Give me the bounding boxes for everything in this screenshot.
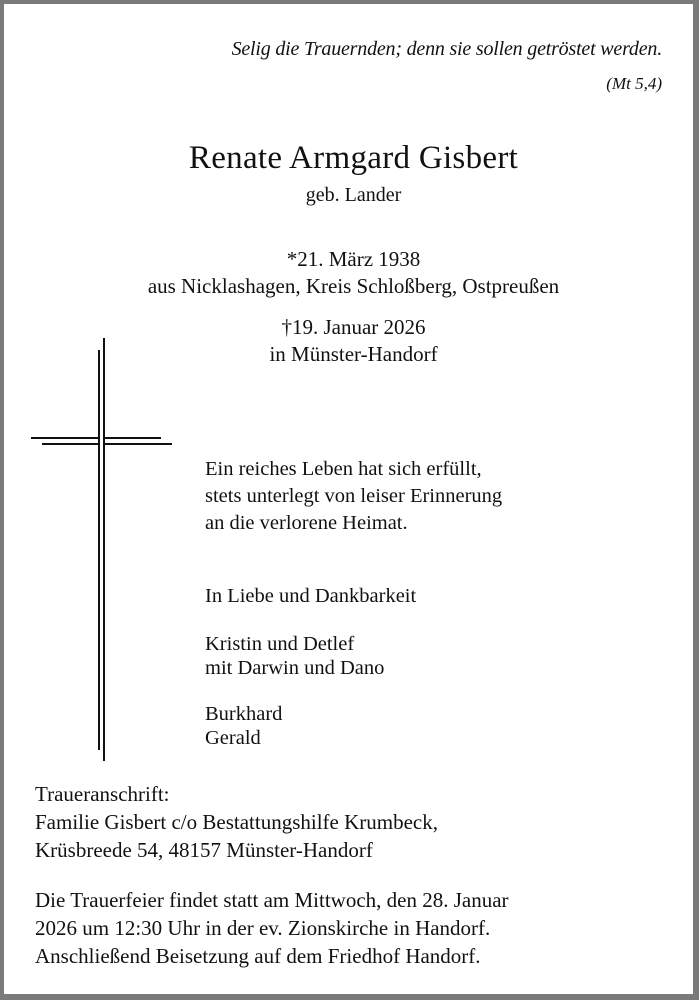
mourner-line: mit Darwin und Dano bbox=[205, 657, 385, 679]
verse-line: stets unterlegt von leiser Erinnerung bbox=[205, 485, 503, 507]
mourner-group-1 bbox=[205, 632, 384, 680]
address-line: Krüsbreede 54, 48157 Münster-Handorf bbox=[35, 838, 373, 862]
mourner-line: Gerald bbox=[205, 727, 261, 749]
service-line: Anschließend Beisetzung auf dem Friedhof Handorf. bbox=[35, 944, 481, 968]
death-date: †19. Januar 2026 bbox=[281, 315, 426, 339]
mourner-line: Kristin und Detlef bbox=[205, 633, 355, 655]
cross-vertical-back bbox=[103, 338, 105, 761]
bible-quote: Selig die Trauernden; denn sie sollen getröstet werden. bbox=[231, 38, 662, 60]
service-line: 2026 um 12:30 Uhr in der ev. Zionskirche in Handorf. bbox=[35, 916, 491, 940]
maiden-name: geb. Lander bbox=[305, 184, 402, 206]
verse-line: Ein reiches Leben hat sich erfüllt, bbox=[205, 458, 482, 480]
birth-origin: aus Nicklashagen, Kreis Schloßberg, Ostpreußen bbox=[147, 274, 560, 298]
verse-line: an die verlorene Heimat. bbox=[205, 512, 408, 534]
closing-line: In Liebe und Dankbarkeit bbox=[205, 585, 417, 607]
mourning-address bbox=[35, 780, 438, 864]
funeral-service-info bbox=[35, 886, 509, 970]
bible-reference: (Mt 5,4) bbox=[606, 74, 662, 93]
cross-vertical-front bbox=[98, 350, 100, 750]
address-label: Traueranschrift: bbox=[35, 782, 170, 806]
cross-horizontal-upper bbox=[31, 437, 161, 439]
address-line: Familie Gisbert c/o Bestattungshilfe Krumbeck, bbox=[35, 810, 438, 834]
birth-date: *21. März 1938 bbox=[286, 247, 421, 271]
service-line: Die Trauerfeier findet statt am Mittwoch, den 28. Januar bbox=[35, 888, 509, 912]
cross-horizontal-lower bbox=[42, 443, 172, 445]
death-place: in Münster-Handorf bbox=[269, 342, 438, 366]
mourner-group-2 bbox=[205, 702, 282, 750]
deceased-name: Renate Armgard Gisbert bbox=[188, 140, 519, 176]
verse bbox=[205, 456, 502, 537]
cross-gap bbox=[100, 437, 103, 445]
mourner-line: Burkhard bbox=[205, 703, 283, 725]
